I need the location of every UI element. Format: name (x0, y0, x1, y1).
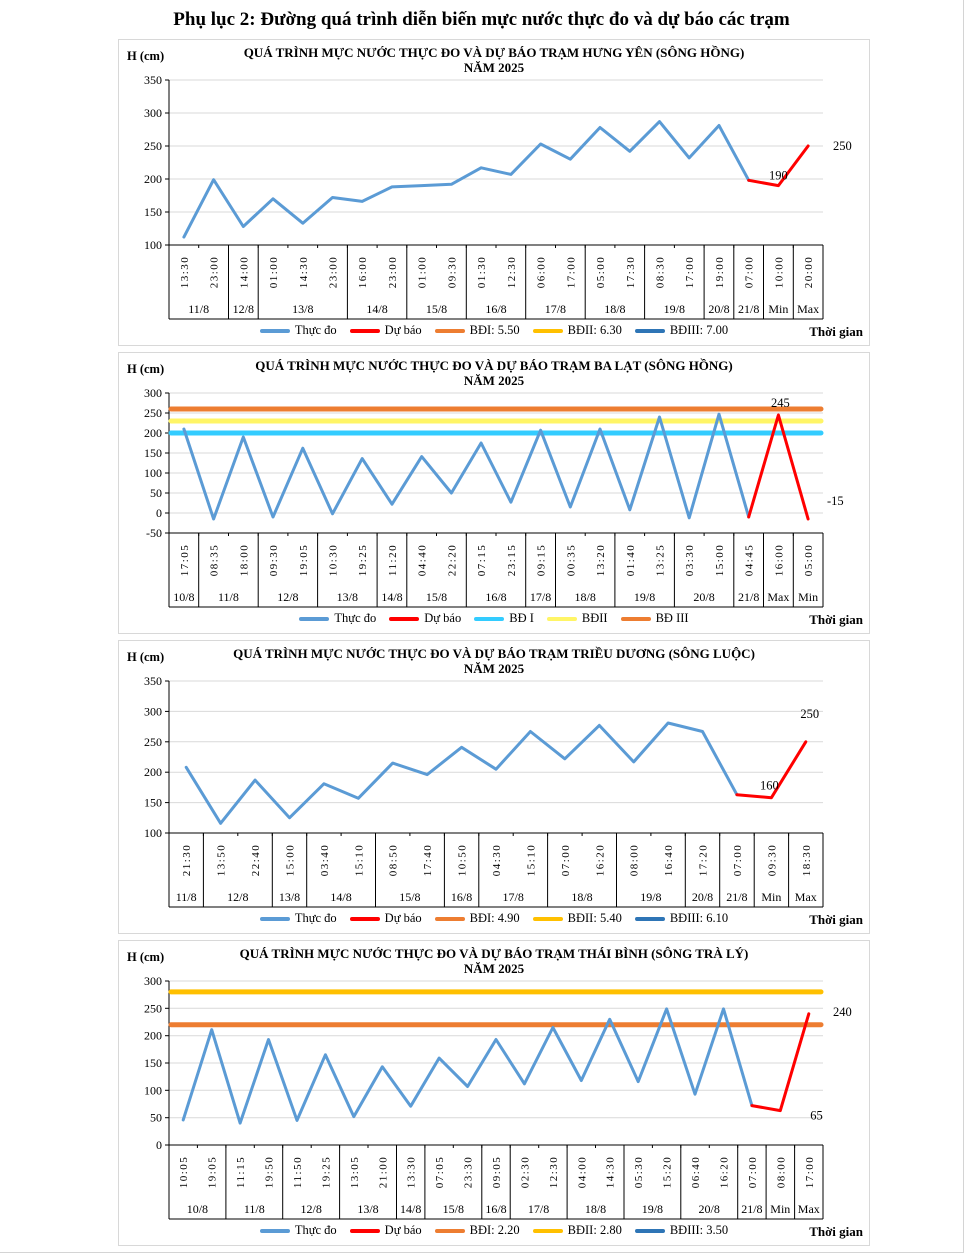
svg-text:200: 200 (144, 765, 162, 780)
chart-title-line2: NĂM 2025 (463, 373, 525, 388)
charts-container (118, 39, 870, 1246)
svg-text:13:20: 13:20 (595, 543, 607, 577)
svg-text:Max: Max (794, 890, 817, 904)
svg-text:17/8: 17/8 (544, 302, 567, 316)
legend-item: BĐII: 6.30 (533, 323, 622, 338)
svg-text:22:40: 22:40 (250, 843, 263, 877)
chart-title-line2: NĂM 2025 (463, 661, 525, 676)
svg-text:16/8: 16/8 (485, 1202, 507, 1216)
svg-text:16:20: 16:20 (594, 843, 607, 877)
legend-line-swatch (389, 617, 419, 621)
svg-text:100: 100 (144, 1083, 162, 1098)
svg-text:Max: Max (797, 1202, 820, 1216)
svg-text:245: 245 (771, 396, 790, 410)
svg-text:08:30: 08:30 (654, 255, 667, 289)
svg-text:16/8: 16/8 (485, 302, 507, 316)
svg-text:10/8: 10/8 (186, 1202, 209, 1216)
svg-text:23:30: 23:30 (462, 1155, 475, 1189)
svg-text:350: 350 (144, 677, 162, 688)
svg-text:18/8: 18/8 (574, 590, 596, 604)
svg-text:300: 300 (144, 106, 162, 120)
legend-line-swatch (435, 917, 465, 921)
x-axis-title: Thời gian (809, 912, 863, 927)
svg-text:18:00: 18:00 (238, 543, 251, 577)
svg-text:15/8: 15/8 (425, 590, 448, 604)
svg-text:04:00: 04:00 (576, 1155, 589, 1189)
svg-text:11/8: 11/8 (188, 302, 210, 316)
chart-title (119, 646, 869, 676)
svg-text:16:20: 16:20 (718, 1155, 731, 1189)
x-axis-title: Thời gian (809, 612, 863, 627)
svg-text:12/8: 12/8 (277, 590, 299, 604)
svg-text:15:00: 15:00 (284, 843, 297, 877)
svg-text:Min: Min (761, 890, 782, 904)
svg-text:16/8: 16/8 (485, 590, 507, 604)
svg-text:13:25: 13:25 (654, 543, 667, 577)
legend-item: Dự báo (350, 911, 422, 926)
svg-text:100: 100 (144, 238, 162, 252)
svg-text:07:00: 07:00 (743, 255, 756, 289)
svg-text:11/8: 11/8 (217, 590, 239, 604)
svg-text:21/8: 21/8 (738, 590, 760, 604)
chart-box-trieu-duong (118, 640, 870, 934)
svg-text:04:40: 04:40 (416, 543, 429, 577)
svg-text:11:20: 11:20 (387, 543, 399, 577)
svg-text:08:35: 08:35 (208, 543, 221, 577)
svg-text:19:50: 19:50 (263, 1155, 276, 1189)
svg-text:20/8: 20/8 (693, 590, 715, 604)
chart-box-thai-binh (118, 940, 870, 1246)
legend-items (119, 911, 869, 926)
svg-text:08:00: 08:00 (628, 843, 641, 877)
chart-title-line1: QUÁ TRÌNH MỰC NƯỚC THỰC ĐO VÀ DỰ BÁO TRẠM HƯNG YÊN (SÔNG HỒNG) (243, 45, 745, 60)
chart-title-line1: QUÁ TRÌNH MỰC NƯỚC THỰC ĐO VÀ DỰ BÁO TRẠM TRIỀU DƯƠNG (SÔNG LUỘC) (233, 646, 755, 661)
svg-text:18/8: 18/8 (584, 1202, 607, 1216)
svg-text:13:30: 13:30 (178, 255, 191, 289)
svg-text:-15: -15 (827, 494, 844, 508)
svg-text:05:30: 05:30 (633, 1155, 646, 1189)
svg-text:100: 100 (144, 466, 162, 480)
svg-text:Min: Min (770, 1202, 791, 1216)
svg-text:20/8: 20/8 (708, 302, 730, 316)
svg-text:18/8: 18/8 (571, 890, 593, 904)
legend-line-swatch (350, 329, 380, 333)
legend-line-swatch (299, 617, 329, 621)
svg-text:17:40: 17:40 (422, 843, 435, 877)
svg-text:19/8: 19/8 (641, 1202, 664, 1216)
svg-text:300: 300 (144, 389, 162, 400)
chart-header (119, 40, 869, 76)
svg-text:13/8: 13/8 (357, 1202, 379, 1216)
legend-item: BĐIII: 6.10 (635, 911, 728, 926)
svg-text:15/8: 15/8 (442, 1202, 464, 1216)
svg-text:12:30: 12:30 (547, 1155, 560, 1189)
svg-text:21/8: 21/8 (741, 1202, 763, 1216)
legend-line-swatch (474, 617, 504, 621)
svg-text:11/8: 11/8 (175, 890, 197, 904)
svg-text:23:00: 23:00 (387, 255, 399, 289)
svg-text:17/8: 17/8 (527, 1202, 550, 1216)
svg-text:150: 150 (144, 205, 162, 219)
chart-title (119, 45, 869, 75)
svg-text:0: 0 (156, 1138, 162, 1152)
svg-text:190: 190 (769, 168, 788, 183)
svg-text:17:05: 17:05 (178, 543, 191, 577)
svg-text:01:00: 01:00 (416, 255, 429, 289)
svg-text:19/8: 19/8 (663, 302, 685, 316)
svg-text:08:00: 08:00 (775, 1155, 788, 1189)
svg-text:17/8: 17/8 (529, 590, 552, 604)
svg-text:200: 200 (144, 426, 162, 440)
svg-text:10:05: 10:05 (178, 1155, 191, 1189)
svg-text:19:25: 19:25 (357, 543, 370, 577)
legend-items (119, 611, 869, 626)
chart-plot-area (119, 76, 869, 321)
svg-text:13:05: 13:05 (348, 1155, 361, 1189)
svg-text:150: 150 (144, 795, 162, 810)
svg-text:20/8: 20/8 (698, 1202, 720, 1216)
legend-item: BĐII (547, 611, 608, 626)
svg-text:04:45: 04:45 (743, 543, 756, 577)
svg-text:350: 350 (144, 76, 162, 87)
legend-item: BĐII: 5.40 (533, 911, 622, 926)
legend-line-swatch (260, 329, 290, 333)
svg-text:09:30: 09:30 (268, 543, 280, 577)
svg-text:15:10: 15:10 (525, 843, 538, 877)
y-axis-unit-label: H (cm) (127, 650, 165, 664)
y-axis-unit-label: H (cm) (127, 362, 165, 376)
svg-text:150: 150 (144, 446, 162, 460)
svg-text:15/8: 15/8 (399, 890, 421, 904)
svg-text:250: 250 (144, 734, 162, 749)
svg-text:23:00: 23:00 (327, 255, 340, 289)
svg-text:14/8: 14/8 (366, 302, 388, 316)
svg-text:250: 250 (800, 706, 820, 721)
chart-header (119, 641, 869, 677)
svg-text:23:15: 23:15 (505, 543, 518, 577)
svg-text:05:00: 05:00 (803, 543, 816, 577)
legend-line-swatch (533, 1229, 563, 1233)
legend-line-swatch (621, 617, 651, 621)
legend-line-swatch (533, 917, 563, 921)
svg-text:09:05: 09:05 (491, 1155, 503, 1189)
chart-plot-area (119, 977, 869, 1221)
svg-text:21:00: 21:00 (377, 1155, 390, 1189)
svg-text:13:30: 13:30 (405, 1155, 418, 1189)
svg-text:160: 160 (760, 778, 779, 793)
svg-text:22:20: 22:20 (446, 543, 459, 577)
svg-text:11:15: 11:15 (235, 1155, 248, 1189)
svg-text:14:30: 14:30 (297, 255, 310, 289)
chart-legend (119, 909, 869, 933)
svg-text:12/8: 12/8 (232, 302, 254, 316)
svg-text:17:30: 17:30 (624, 255, 637, 289)
svg-text:300: 300 (144, 704, 162, 719)
svg-text:07:05: 07:05 (434, 1155, 447, 1189)
legend-item: BĐI: 2.20 (435, 1223, 520, 1238)
legend-item: Thực đo (260, 1223, 337, 1238)
svg-text:07:00: 07:00 (746, 1155, 759, 1189)
chart-title-line1: QUÁ TRÌNH MỰC NƯỚC THỰC ĐO VÀ DỰ BÁO TRẠM THÁI BÌNH (SÔNG TRÀ LÝ) (239, 946, 749, 961)
plot-svg (119, 977, 869, 1221)
chart-header (119, 353, 869, 389)
x-axis-title: Thời gian (809, 324, 863, 339)
legend-item: Thực đo (260, 911, 337, 926)
svg-text:13/8: 13/8 (292, 302, 314, 316)
svg-text:23:00: 23:00 (208, 255, 221, 289)
svg-text:19:05: 19:05 (206, 1155, 219, 1189)
svg-text:19:25: 19:25 (320, 1155, 333, 1189)
svg-text:10:30: 10:30 (327, 543, 340, 577)
svg-text:06:00: 06:00 (535, 255, 548, 289)
chart-title (119, 358, 869, 388)
svg-text:14:00: 14:00 (238, 255, 251, 289)
page-title: Phụ lục 2: Đường quá trình diễn biến mực nước thực đo và dự báo các trạm (173, 9, 790, 30)
legend-items (119, 323, 869, 338)
svg-text:250: 250 (833, 139, 852, 153)
svg-text:14/8: 14/8 (330, 890, 352, 904)
svg-text:Max: Max (767, 590, 790, 604)
chart-legend (119, 609, 869, 633)
svg-text:200: 200 (144, 1028, 162, 1043)
chart-legend (119, 321, 869, 345)
svg-text:05:00: 05:00 (595, 255, 607, 289)
svg-text:65: 65 (810, 1108, 823, 1123)
svg-text:13/8: 13/8 (336, 590, 358, 604)
svg-text:21:30: 21:30 (181, 843, 194, 877)
svg-text:50: 50 (150, 1110, 162, 1125)
svg-text:16:00: 16:00 (357, 255, 370, 289)
svg-text:Max: Max (797, 302, 820, 316)
legend-item: BĐI: 4.90 (435, 911, 520, 926)
chart-title-line2: NĂM 2025 (463, 961, 525, 976)
svg-text:10/8: 10/8 (173, 590, 195, 604)
svg-text:06:40: 06:40 (690, 1155, 702, 1189)
svg-text:07:00: 07:00 (731, 843, 744, 877)
svg-text:09:30: 09:30 (446, 255, 459, 289)
svg-text:17:20: 17:20 (697, 843, 710, 877)
legend-line-swatch (547, 617, 577, 621)
legend-item: BĐ III (621, 611, 689, 626)
svg-text:15/8: 15/8 (425, 302, 448, 316)
svg-text:250: 250 (144, 406, 162, 420)
legend-item: BĐI: 5.50 (435, 323, 520, 338)
svg-text:17:00: 17:00 (565, 255, 578, 289)
svg-text:07:00: 07:00 (559, 843, 572, 877)
svg-text:15:20: 15:20 (661, 1155, 674, 1189)
svg-text:19:05: 19:05 (297, 543, 310, 577)
legend-line-swatch (435, 329, 465, 333)
svg-text:03:40: 03:40 (318, 843, 331, 877)
svg-text:12/8: 12/8 (300, 1202, 322, 1216)
x-axis-title: Thời gian (809, 1224, 863, 1239)
svg-text:240: 240 (833, 1004, 852, 1019)
svg-text:17:00: 17:00 (803, 1155, 816, 1189)
chart-plot-area (119, 677, 869, 909)
svg-text:100: 100 (144, 826, 162, 840)
svg-text:08:50: 08:50 (387, 843, 400, 877)
svg-text:13/8: 13/8 (278, 890, 301, 904)
plot-svg (119, 76, 869, 321)
svg-text:10:00: 10:00 (773, 255, 786, 289)
svg-text:03:30: 03:30 (684, 543, 697, 577)
svg-text:11/8: 11/8 (243, 1202, 265, 1216)
svg-text:16:40: 16:40 (663, 843, 676, 877)
svg-text:14/8: 14/8 (400, 1202, 422, 1216)
y-axis-unit-label: H (cm) (127, 49, 165, 63)
legend-item: Dự báo (389, 611, 461, 626)
svg-text:12:30: 12:30 (505, 255, 518, 289)
svg-text:17:00: 17:00 (684, 255, 697, 289)
legend-item: BĐ I (474, 611, 534, 626)
svg-text:19/8: 19/8 (633, 590, 656, 604)
legend-item: Dự báo (350, 323, 422, 338)
legend-items (119, 1223, 869, 1238)
svg-text:0: 0 (156, 506, 162, 520)
legend-line-swatch (435, 1229, 465, 1233)
svg-text:200: 200 (144, 172, 162, 186)
svg-text:09:30: 09:30 (766, 843, 779, 877)
legend-line-swatch (635, 329, 665, 333)
svg-text:01:00: 01:00 (268, 255, 280, 289)
legend-line-swatch (533, 329, 563, 333)
svg-text:Min: Min (768, 302, 789, 316)
svg-text:01:40: 01:40 (624, 543, 637, 577)
svg-text:20:00: 20:00 (803, 255, 816, 289)
legend-item: BĐIII: 3.50 (635, 1223, 728, 1238)
svg-text:Min: Min (798, 590, 819, 604)
legend-line-swatch (350, 917, 380, 921)
svg-text:-50: -50 (146, 526, 162, 540)
svg-text:21/8: 21/8 (726, 890, 748, 904)
legend-line-swatch (260, 917, 290, 921)
y-axis-unit-label: H (cm) (127, 950, 165, 964)
chart-title-line1: QUÁ TRÌNH MỰC NƯỚC THỰC ĐO VÀ DỰ BÁO TRẠM BA LẠT (SÔNG HỒNG) (255, 358, 733, 373)
svg-text:17/8: 17/8 (502, 890, 524, 904)
svg-text:02:30: 02:30 (519, 1155, 532, 1189)
chart-plot-area (119, 389, 869, 609)
svg-text:01:30: 01:30 (476, 255, 489, 289)
chart-box-hung-yen (118, 39, 870, 346)
chart-title-line2: NĂM 2025 (463, 60, 525, 75)
svg-text:10:50: 10:50 (456, 843, 469, 877)
legend-item: Dự báo (350, 1223, 422, 1238)
svg-text:00:35: 00:35 (565, 543, 578, 577)
svg-text:13:50: 13:50 (215, 843, 228, 877)
svg-text:250: 250 (144, 1001, 162, 1016)
svg-text:11:50: 11:50 (292, 1155, 304, 1189)
svg-text:14/8: 14/8 (381, 590, 403, 604)
svg-text:19:00: 19:00 (714, 255, 726, 289)
svg-text:150: 150 (144, 1056, 162, 1070)
chart-header (119, 941, 869, 977)
legend-item: Thực đo (260, 323, 337, 338)
svg-text:12/8: 12/8 (227, 890, 249, 904)
legend-line-swatch (350, 1229, 380, 1233)
svg-text:04:30: 04:30 (491, 843, 503, 877)
svg-text:50: 50 (150, 486, 162, 500)
svg-text:19/8: 19/8 (640, 890, 662, 904)
svg-text:15:00: 15:00 (714, 543, 726, 577)
legend-line-swatch (635, 1229, 665, 1233)
svg-text:250: 250 (144, 139, 162, 153)
legend-item: Thực đo (299, 611, 376, 626)
plot-svg (119, 389, 869, 609)
svg-text:300: 300 (144, 977, 162, 988)
svg-text:14:30: 14:30 (604, 1155, 617, 1189)
legend-item: BĐII: 2.80 (533, 1223, 622, 1238)
chart-title (119, 946, 869, 976)
plot-svg (119, 677, 869, 909)
svg-text:18:30: 18:30 (800, 843, 813, 877)
svg-text:21/8: 21/8 (738, 302, 760, 316)
legend-line-swatch (260, 1229, 290, 1233)
svg-text:07:15: 07:15 (476, 543, 489, 577)
legend-line-swatch (635, 917, 665, 921)
legend-item: BĐIII: 7.00 (635, 323, 728, 338)
chart-box-ba-lat (118, 352, 870, 634)
svg-text:16/8: 16/8 (450, 890, 473, 904)
svg-text:16:00: 16:00 (773, 543, 786, 577)
svg-text:18/8: 18/8 (604, 302, 626, 316)
chart-legend (119, 1221, 869, 1245)
svg-text:09:15: 09:15 (535, 543, 548, 577)
svg-text:15:10: 15:10 (353, 843, 366, 877)
svg-text:20/8: 20/8 (691, 890, 714, 904)
